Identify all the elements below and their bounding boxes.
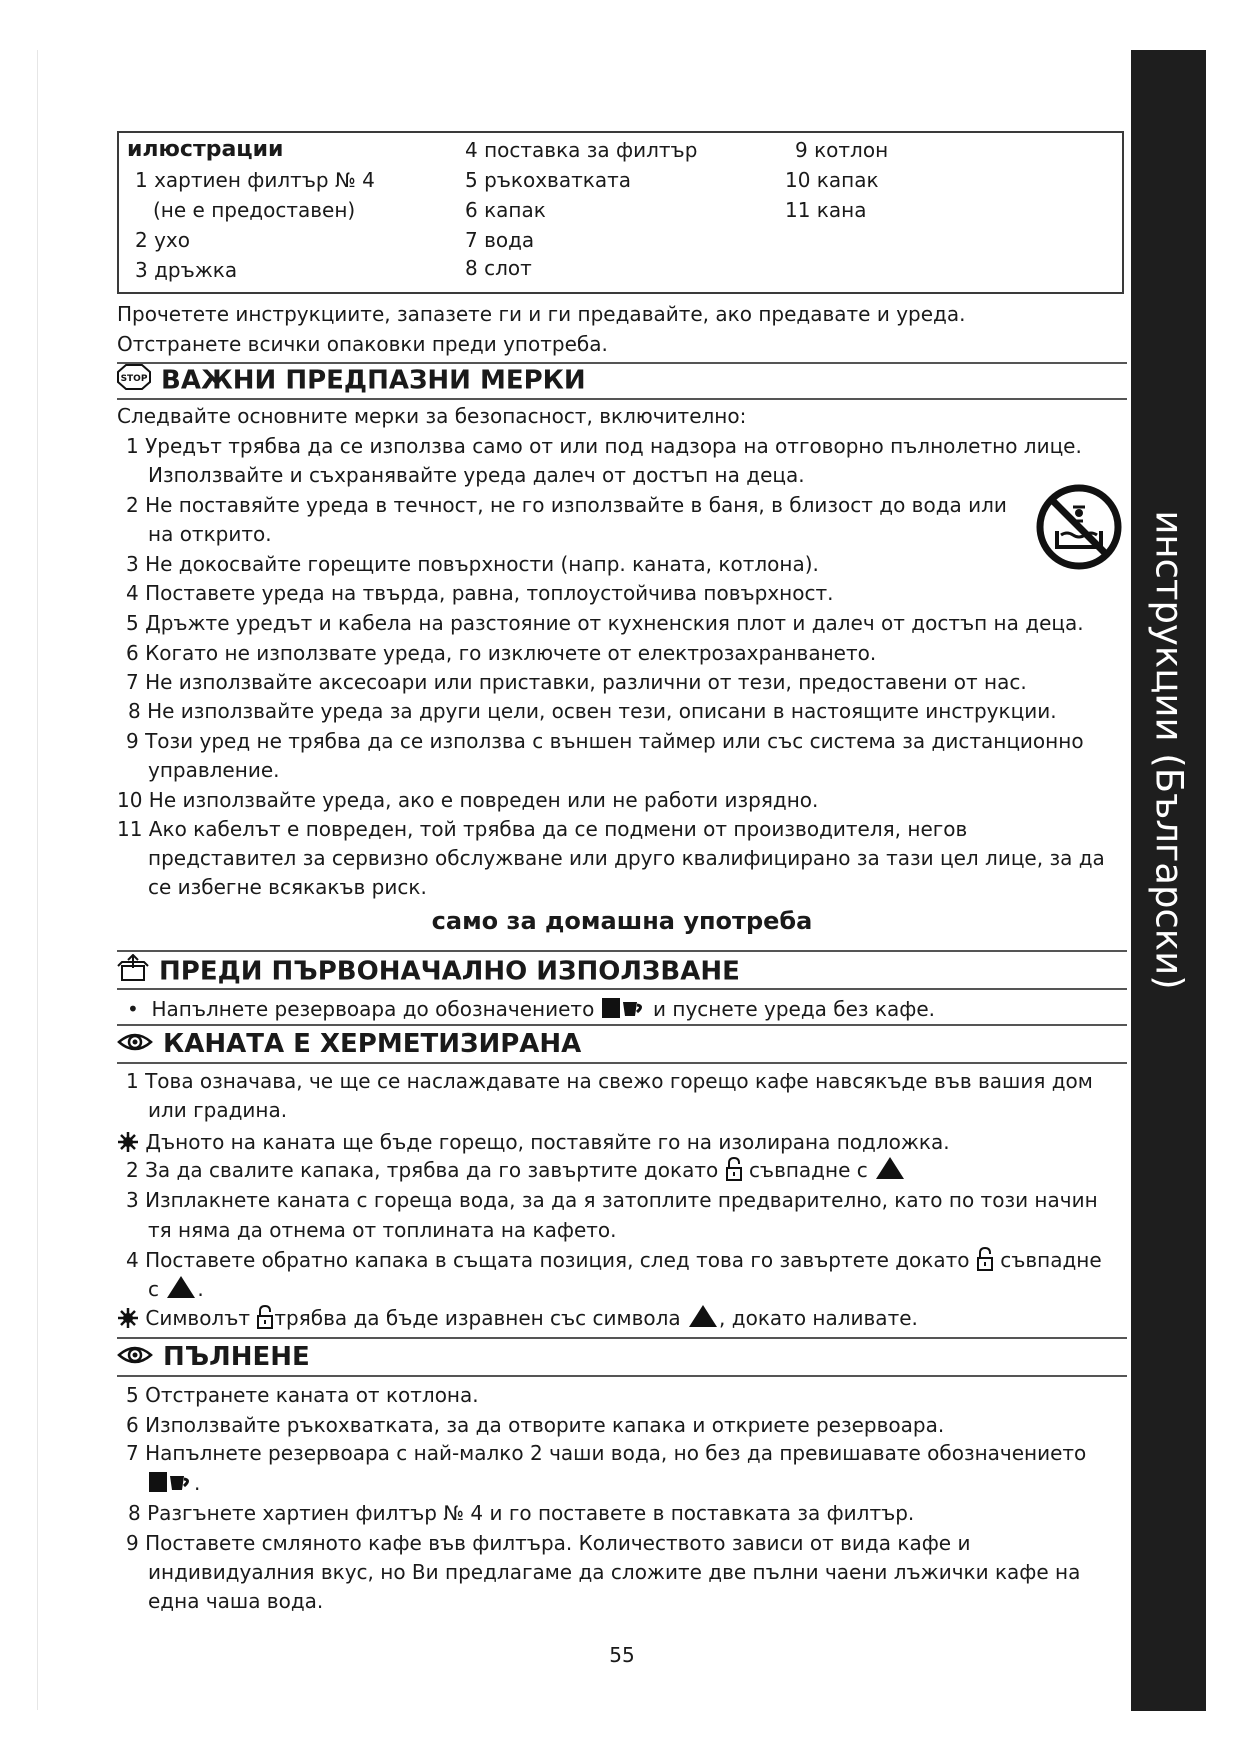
safety-item: 11 Ако кабелът е повреден, той трябва да се подмени от производителя, негов bbox=[117, 817, 968, 841]
section-divider bbox=[117, 398, 1127, 400]
sealed-item-text: съвпадне с bbox=[748, 1158, 868, 1182]
sealed-heading-text: КАНАТА Е ХЕРМЕТИЗИРАНА bbox=[163, 1029, 582, 1059]
page-margin-line bbox=[37, 50, 38, 1710]
section-divider bbox=[117, 1024, 1127, 1026]
illustrations-box bbox=[117, 131, 1124, 294]
safety-item: 6 Когато не използвате уреда, го изключете от електрозахранването. bbox=[126, 641, 877, 665]
unlock-icon bbox=[976, 1247, 994, 1277]
filling-heading-text: ПЪЛНЕНЕ bbox=[163, 1342, 310, 1372]
home-use-note: само за домашна употреба bbox=[431, 907, 813, 935]
filling-item-text: . bbox=[194, 1471, 201, 1495]
intro-line: Прочетете инструкциите, запазете ги и ги предавайте, ако предавате и уреда. bbox=[117, 302, 966, 326]
triangle-mark-icon bbox=[689, 1305, 717, 1327]
legend-item: 8 слот bbox=[465, 256, 532, 280]
sealed-item-cont: тя няма да отнема от топлината на кафето. bbox=[148, 1218, 617, 1242]
safety-item: 9 Този уред не трябва да се използва с външен таймер или със система за дистанционно bbox=[126, 729, 1084, 753]
filling-heading bbox=[117, 1341, 310, 1374]
align-warning-text: трябва да бъде изравнен със символа bbox=[274, 1306, 681, 1330]
svg-text:STOP: STOP bbox=[120, 374, 148, 384]
safety-item-cont: представител за сервизно обслужване или друго квалифицирано за тази цел лице, за да bbox=[148, 846, 1105, 870]
illustrations-heading: илюстрации bbox=[127, 137, 284, 162]
first-use-text: Напълнете резервоара до обозначението bbox=[151, 997, 595, 1021]
safety-item: 8 Не използвайте уреда за други цели, освен тези, описани в настоящите инструкции. bbox=[128, 699, 1057, 723]
filling-item-cont: индивидуалния вкус, но Ви предлагаме да сложите две пълни чаени лъжички кафе на bbox=[148, 1560, 1081, 1584]
page-number: 55 bbox=[609, 1643, 635, 1667]
safety-item-cont: се избегне всякакъв риск. bbox=[148, 875, 427, 899]
legend-item: 3 дръжка bbox=[135, 258, 238, 282]
safety-item: 7 Не използвайте аксесоари или приставки, различни от тези, предоставени от нас. bbox=[126, 670, 1027, 694]
safety-item: 10 Не използвайте уреда, ако е повреден или не работи изрядно. bbox=[117, 788, 819, 812]
hot-surface-icon bbox=[117, 1307, 139, 1335]
sealed-item-text: . bbox=[197, 1277, 204, 1301]
align-warning-text: , докато наливате. bbox=[719, 1306, 918, 1330]
section-divider bbox=[117, 1062, 1127, 1064]
safety-item: 4 Поставете уреда на твърда, равна, топлоустойчива повърхност. bbox=[126, 581, 834, 605]
safety-item: 1 Уредът трябва да се използва само от или под надзора на отговорно пълнолетно лице. bbox=[126, 434, 1082, 458]
sealed-item: 1 Това означава, че ще се наслаждавате на свежо горещо кафе навсякъде във вашия дом bbox=[126, 1069, 1093, 1093]
first-use-text: и пуснете уреда без кафе. bbox=[653, 997, 935, 1021]
safety-item: 2 Не поставяйте уреда в течност, не го използвайте в баня, в близост до вода или bbox=[126, 493, 1007, 517]
triangle-mark-icon bbox=[876, 1157, 904, 1179]
stop-sign-icon bbox=[117, 364, 151, 398]
filling-item: 6 Използвайте ръкохватката, за да отворите капака и откриете резервоара. bbox=[126, 1413, 945, 1437]
section-divider bbox=[117, 988, 1127, 990]
section-divider bbox=[117, 1337, 1127, 1339]
unpack-box-icon bbox=[117, 954, 149, 990]
sealed-item bbox=[126, 1247, 1102, 1277]
legend-item: 6 капак bbox=[465, 198, 546, 222]
sealed-item-text: съвпадне bbox=[1000, 1248, 1102, 1272]
safety-heading bbox=[117, 364, 586, 398]
safety-lead: Следвайте основните мерки за безопасност, включително: bbox=[117, 404, 747, 428]
legend-item: 1 хартиен филтър № 4 bbox=[135, 168, 375, 192]
language-side-tab bbox=[1131, 50, 1206, 1711]
safety-heading-text: ВАЖНИ ПРЕДПАЗНИ МЕРКИ bbox=[161, 365, 586, 396]
sealed-item-cont bbox=[148, 1276, 204, 1302]
legend-item: 5 ръкохватката bbox=[465, 168, 631, 192]
sealed-item-text: 4 Поставете обратно капака в същата позиция, след това го завъртете докато bbox=[126, 1248, 970, 1272]
eye-icon bbox=[117, 1029, 153, 1061]
safety-item-cont: Използвайте и съхранявайте уреда далеч от достъп на деца. bbox=[148, 463, 805, 487]
unlock-icon bbox=[725, 1157, 743, 1187]
legend-item: 10 капак bbox=[785, 168, 879, 192]
sealed-item-text: с bbox=[148, 1277, 159, 1301]
sealed-item-text: 2 За да свалите капака, трябва да го завъртите докато bbox=[126, 1158, 719, 1182]
legend-item: (не е предоставен) bbox=[153, 198, 356, 222]
section-divider bbox=[117, 1375, 1127, 1377]
no-water-immersion-icon bbox=[1035, 483, 1123, 577]
sealed-item: 3 Изплакнете каната с гореща вода, за да я затоплите предварително, като по този начин bbox=[126, 1188, 1098, 1212]
safety-item-cont: управление. bbox=[148, 758, 280, 782]
legend-item: 7 вода bbox=[465, 228, 535, 252]
first-use-heading-text: ПРЕДИ ПЪРВОНАЧАЛНО ИЗПОЛЗВАНЕ bbox=[159, 956, 740, 987]
sealed-item-cont: или градина. bbox=[148, 1098, 288, 1122]
unlock-icon bbox=[256, 1305, 274, 1335]
filling-item: 9 Поставете смляното кафе във филтъра. Количеството зависи от вида кафе и bbox=[126, 1531, 971, 1555]
sealed-item bbox=[126, 1157, 906, 1187]
filling-item-cont bbox=[148, 1470, 200, 1500]
safety-item-cont: на открито. bbox=[148, 522, 272, 546]
hot-warning bbox=[117, 1129, 950, 1159]
intro-line: Отстранете всички опаковки преди употреба. bbox=[117, 332, 608, 356]
legend-item: 11 кана bbox=[785, 198, 867, 222]
first-use-heading bbox=[117, 954, 740, 990]
cup-mark-icon bbox=[148, 1470, 194, 1500]
align-warning-text: Символът bbox=[145, 1306, 250, 1330]
safety-item: 5 Дръжте уредът и кабела на разстояние от кухненския плот и далеч от достъп на деца. bbox=[126, 611, 1084, 635]
side-tab-label: инструкции (Български) bbox=[1147, 510, 1190, 990]
filling-item: 5 Отстранете каната от котлона. bbox=[126, 1383, 479, 1407]
triangle-mark-icon bbox=[167, 1276, 195, 1298]
filling-item: 7 Напълнете резервоара с най-малко 2 чаши вода, но без да превишавате обозначението bbox=[126, 1441, 1087, 1465]
eye-icon bbox=[117, 1342, 153, 1374]
filling-item: 8 Разгънете хартиен филтър № 4 и го поставете в поставката за филтър. bbox=[128, 1501, 915, 1525]
legend-item: 2 ухо bbox=[135, 228, 190, 252]
section-divider bbox=[117, 950, 1127, 952]
safety-item: 3 Не докосвайте горещите повърхности (напр. каната, котлона). bbox=[126, 552, 819, 576]
hot-surface-icon bbox=[117, 1131, 139, 1159]
sealed-heading bbox=[117, 1028, 581, 1061]
filling-item-cont: една чаша вода. bbox=[148, 1589, 324, 1613]
legend-item: 9 котлон bbox=[795, 138, 889, 162]
first-use-item bbox=[127, 996, 935, 1026]
cup-mark-icon bbox=[601, 996, 647, 1026]
hot-warning-text: Дъното на каната ще бъде горещо, поставяйте го на изолирана подложка. bbox=[145, 1130, 950, 1154]
bullet: • bbox=[127, 997, 139, 1021]
legend-item: 4 поставка за филтър bbox=[465, 138, 698, 162]
align-warning bbox=[117, 1305, 918, 1335]
